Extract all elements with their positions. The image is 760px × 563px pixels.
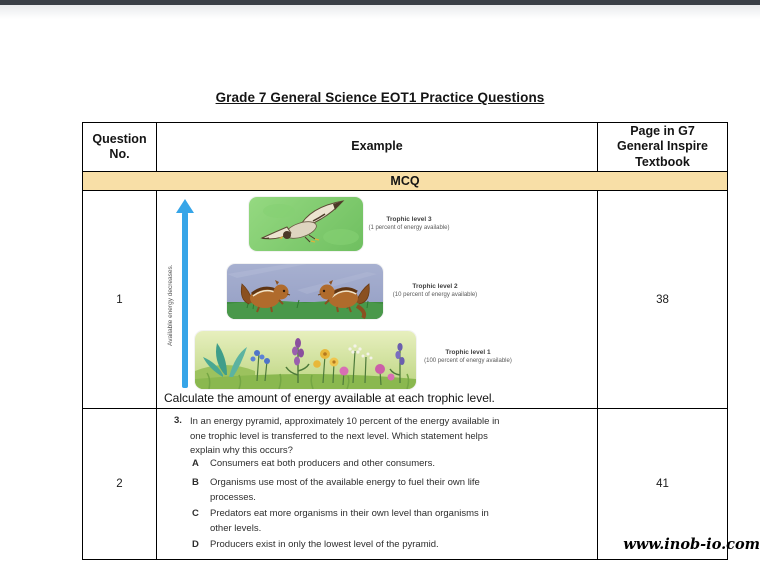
option-b-letter: B bbox=[192, 477, 199, 488]
page-title: Grade 7 General Science EOT1 Practice Questions bbox=[215, 90, 545, 105]
header-example-label: Example bbox=[351, 139, 403, 154]
option-c bbox=[192, 507, 515, 536]
arrow-up-icon-shaft bbox=[182, 212, 188, 388]
header-question-no bbox=[83, 123, 157, 172]
arrow-up-icon bbox=[176, 199, 194, 213]
question-1-number-cell: 1 bbox=[83, 191, 157, 409]
trophic-level-3-name: Trophic level 3 bbox=[386, 216, 432, 223]
trophic-level-2-image bbox=[227, 264, 383, 319]
question-2-example-cell bbox=[157, 409, 598, 560]
option-a-text: Consumers eat both producers and other consumers. bbox=[210, 458, 435, 469]
header-page-ref bbox=[598, 123, 728, 172]
trophic-level-1-label bbox=[403, 349, 533, 365]
section-row-mcq bbox=[83, 172, 728, 191]
question-1-example-cell bbox=[157, 191, 598, 409]
option-a bbox=[192, 457, 515, 472]
option-b bbox=[192, 476, 515, 505]
page-top-shadow bbox=[0, 5, 760, 19]
question-2-page-cell: 41 bbox=[598, 409, 728, 560]
trophic-level-1-image bbox=[195, 331, 416, 389]
trophic-level-3-label bbox=[344, 216, 474, 232]
trophic-level-1-detail: (100 percent of energy available) bbox=[424, 358, 512, 364]
question-stem: In an energy pyramid, approximately 10 percent of the energy available in one trophic level is transferred to the next level. Which statement helps explain why this occurs? bbox=[190, 416, 500, 457]
trophic-level-1-name: Trophic level 1 bbox=[445, 349, 491, 356]
watermark: www.inob-io.com bbox=[623, 536, 760, 553]
chipmunks-icon bbox=[227, 264, 383, 319]
table-row bbox=[83, 191, 728, 409]
mcq-question-block bbox=[157, 409, 597, 559]
question-1-page-cell: 38 bbox=[598, 191, 728, 409]
option-c-letter: C bbox=[192, 508, 199, 519]
header-example bbox=[157, 123, 598, 172]
section-label: MCQ bbox=[390, 173, 420, 188]
header-question-no-label: Question No. bbox=[92, 131, 147, 161]
section-cell-mcq bbox=[83, 172, 728, 191]
arrow-axis-label: Available energy decreases. bbox=[167, 264, 174, 346]
trophic-level-2-detail: (10 percent of energy available) bbox=[392, 292, 478, 298]
option-d-text: Producers exist in only the lowest level of the pyramid. bbox=[210, 539, 439, 550]
trophic-level-3-detail: (1 percent of energy available) bbox=[368, 225, 450, 231]
option-b-text: Organisms use most of the available energy to fuel their own life processes. bbox=[210, 477, 480, 503]
header-page-ref-label: Page in G7 General Inspire Textbook bbox=[616, 123, 708, 169]
question-2-number-cell: 2 bbox=[83, 409, 157, 560]
trophic-level-2-label bbox=[370, 283, 500, 299]
question-item-number: 3. bbox=[174, 415, 182, 426]
questions-table bbox=[82, 122, 728, 560]
option-d bbox=[192, 538, 515, 553]
option-c-text: Predators eat more organisms in their own level than organisms in other levels. bbox=[210, 508, 489, 534]
wildflowers-icon bbox=[195, 331, 416, 389]
question-1-prompt: Calculate the amount of energy available at each trophic level. bbox=[164, 391, 495, 405]
table-header-row bbox=[83, 123, 728, 172]
trophic-level-2-name: Trophic level 2 bbox=[412, 283, 458, 290]
option-d-letter: D bbox=[192, 539, 199, 550]
option-a-letter: A bbox=[192, 458, 199, 469]
energy-pyramid-figure bbox=[157, 191, 597, 408]
